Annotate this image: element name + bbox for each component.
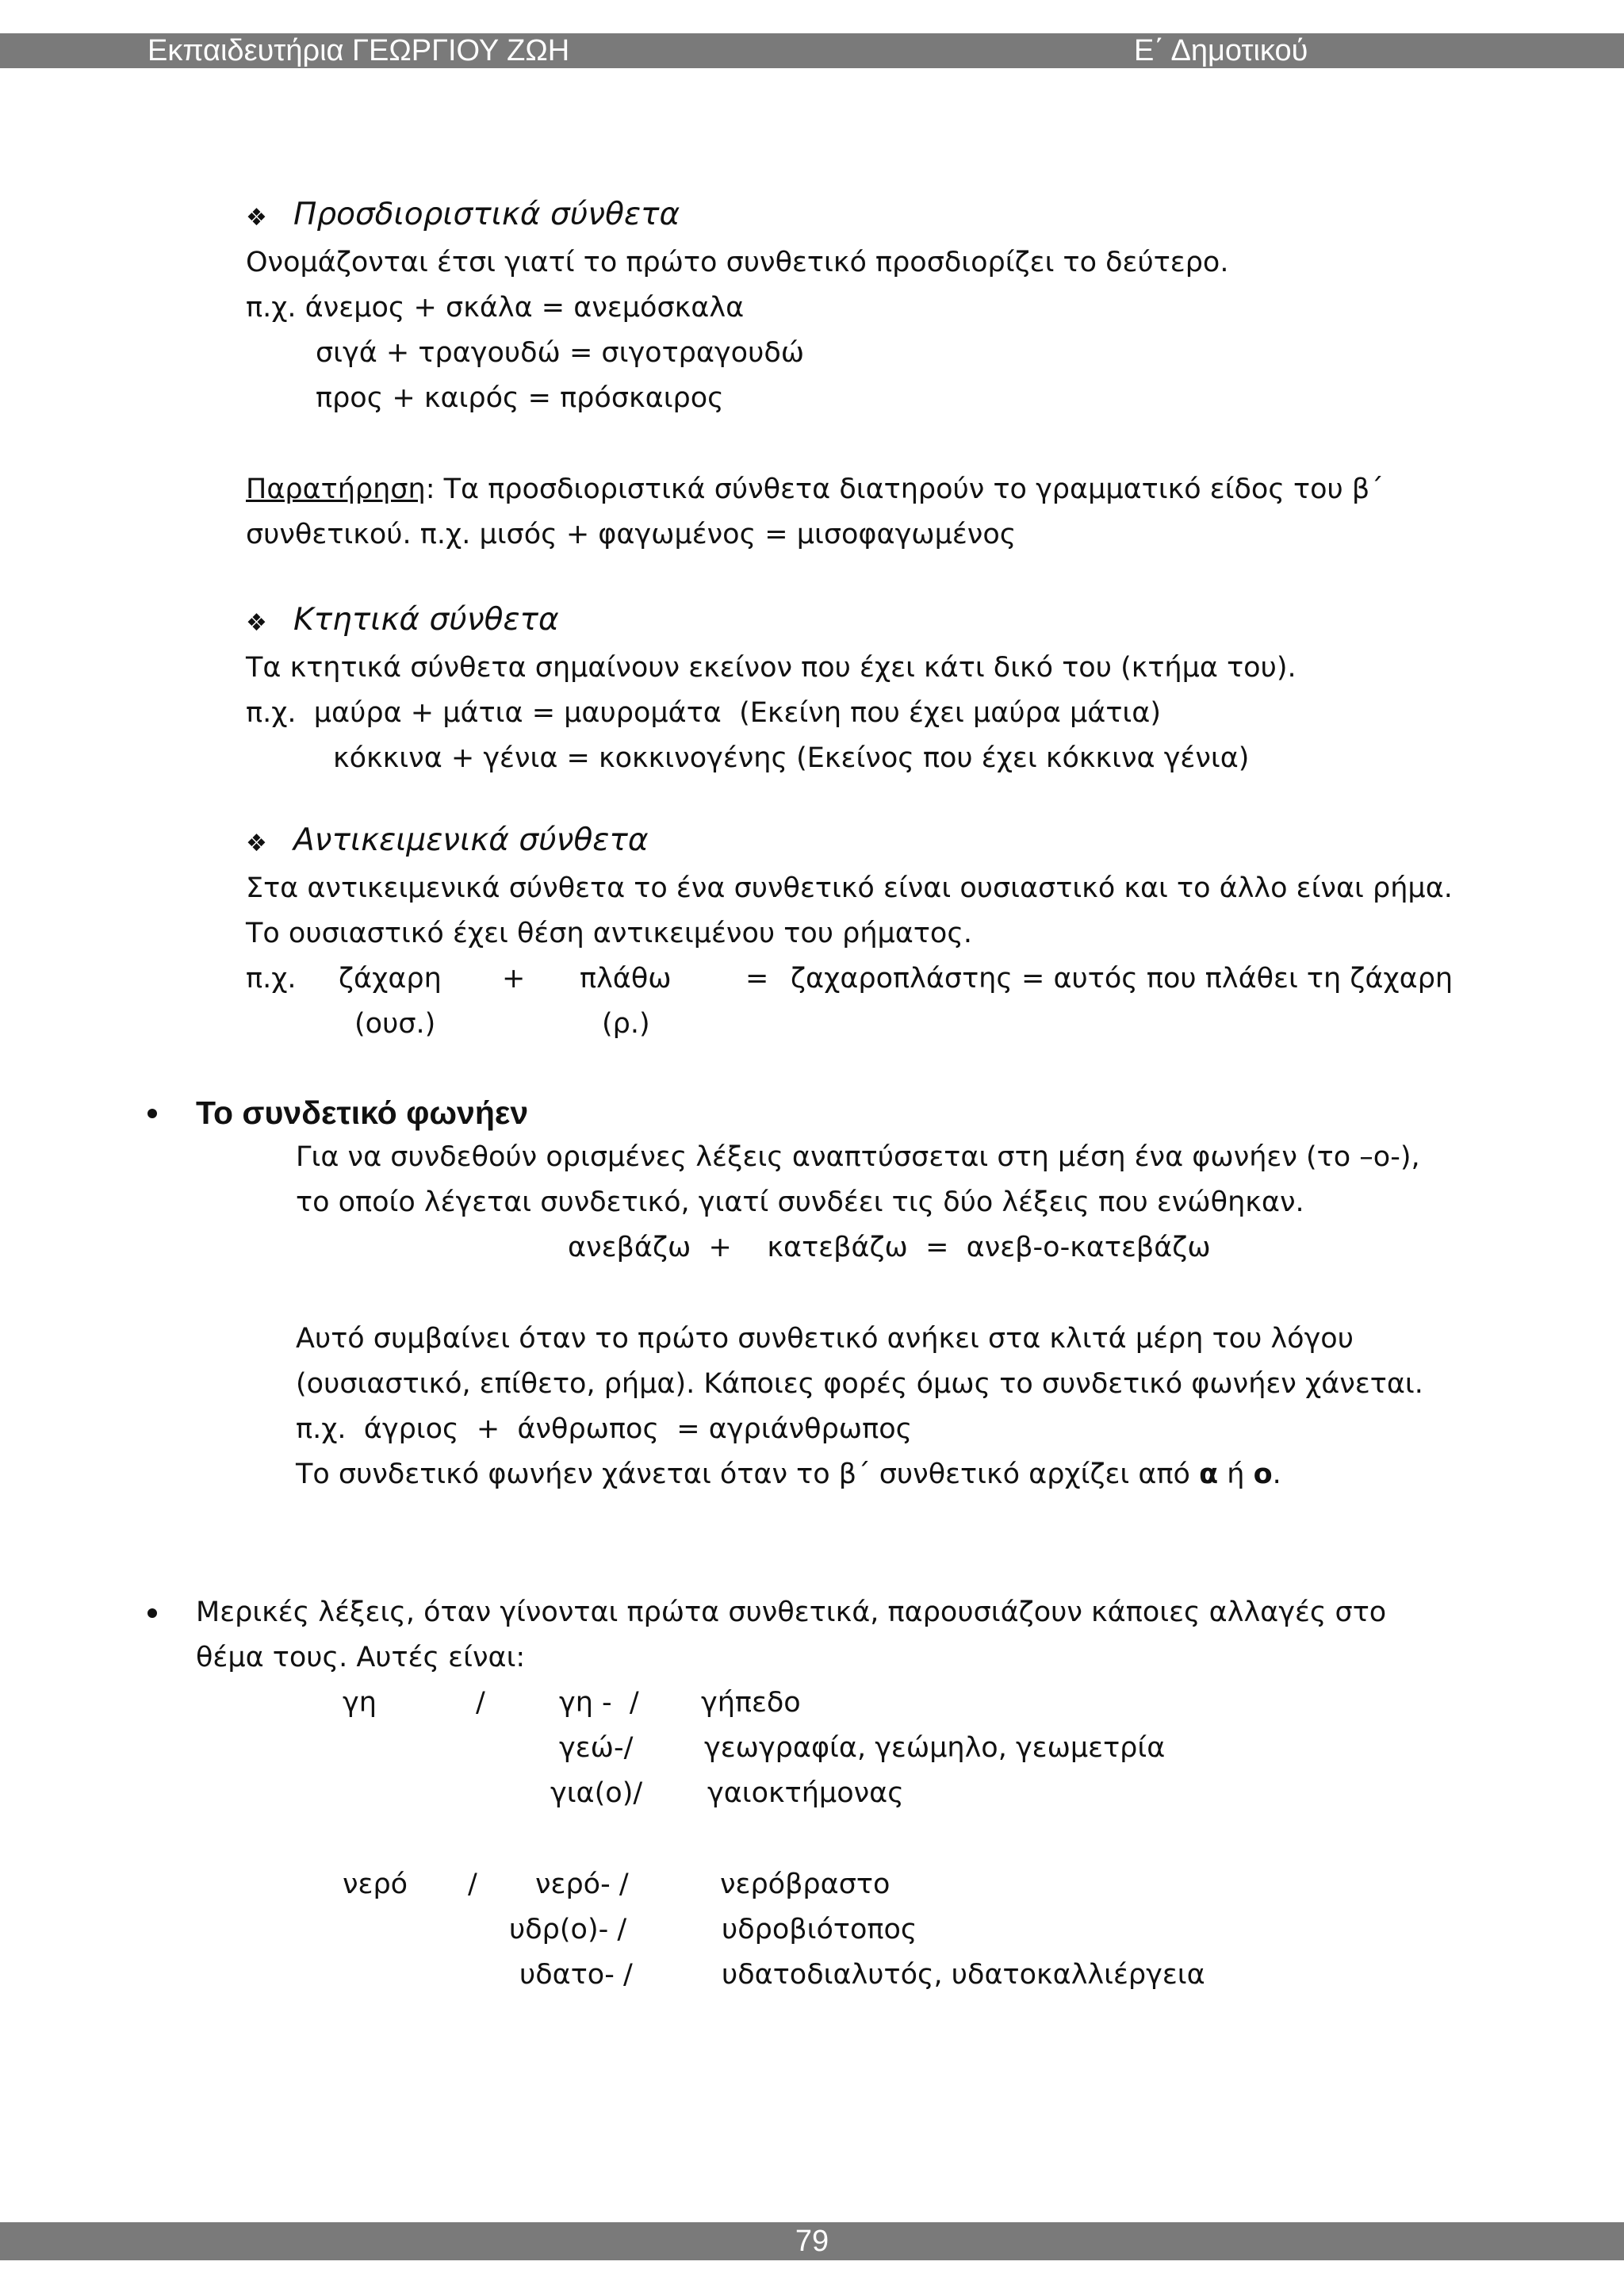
stem-examples: γαιοκτήμονας (707, 1777, 904, 1809)
example-line: σιγά + τραγουδώ = σιγοτραγουδώ (316, 337, 805, 369)
note-label: Παρατήρηση (246, 473, 426, 505)
equals-sign: = (745, 963, 769, 995)
header-bar (0, 33, 1624, 68)
definition-line: Ονομάζονται έτσι γιατί το πρώτο συνθετικό προσδιορίζει το δεύτερο. (246, 247, 1229, 278)
example-line: ανεβάζω + κατεβάζω = ανεβ-ο-κατεβάζω (568, 1232, 1211, 1263)
example-result: ζαχαροπλάστης = αυτός που πλάθει τη ζάχαρη (791, 963, 1454, 995)
part-of-speech-tag: (ουσ.) (354, 1008, 436, 1040)
stem-form: γη - / (559, 1687, 639, 1719)
section-title-syndetiko: Το συνδετικό φωνήεν (196, 1094, 529, 1131)
rule-text: ή (1218, 1458, 1254, 1490)
stem-examples: υδροβιότοπος (722, 1914, 917, 1945)
section-title-antikeimenika: Αντικειμενικά σύνθετα (293, 822, 649, 858)
stem-examples: υδατοδιαλυτός, υδατοκαλλιέργεια (722, 1959, 1205, 1991)
section-title-prosdioristika: Προσδιοριστικά σύνθετα (293, 197, 680, 232)
definition-line: Τα κτητικά σύνθετα σημαίνουν εκείνον που έχει κάτι δικό του (κτήμα του). (246, 652, 1297, 684)
slash-separator: / (468, 1869, 477, 1900)
body-line: (ουσιαστικό, επίθετο, ρήμα). Κάποιες φορές όμως το συνδετικό φωνήεν χάνεται. (296, 1368, 1423, 1400)
school-name: Εκπαιδευτήρια ΓΕΩΡΓΙΟΥ ΖΩΗ (147, 34, 570, 67)
body-line: το οποίο λέγεται συνδετικό, γιατί συνδέει τις δύο λέξεις που ενώθηκαν. (296, 1186, 1304, 1218)
plus-sign: + (502, 963, 526, 995)
part-of-speech-tag: (ρ.) (602, 1008, 650, 1040)
letter-a: α (1199, 1458, 1219, 1490)
bullet-dot-icon (147, 1109, 157, 1118)
bullet-dot-icon (147, 1608, 157, 1618)
diamond-bullet-icon: ❖ (246, 609, 267, 637)
diamond-bullet-icon: ❖ (246, 204, 267, 232)
example-line: π.χ. άγριος + άνθρωπος = αγριάνθρωπος (296, 1413, 913, 1445)
stem-examples: νερόβραστο (720, 1869, 891, 1900)
stem-form: γεώ-/ (559, 1732, 634, 1764)
example-word: ζάχαρη (339, 963, 442, 995)
definition-line: Το ουσιαστικό έχει θέση αντικειμένου του ρήματος. (246, 918, 972, 949)
body-line: Για να συνδεθούν ορισμένες λέξεις αναπτύσσεται στη μέση ένα φωνήεν (το –ο-), (296, 1141, 1420, 1173)
base-word: γη (343, 1687, 377, 1719)
rule-line (296, 1456, 1281, 1493)
rule-text: . (1272, 1458, 1281, 1490)
body-line: θέμα τους. Αυτές είναι: (196, 1642, 526, 1673)
example-line: π.χ. άνεμος + σκάλα = ανεμόσκαλα (246, 292, 745, 324)
example-prefix: π.χ. (246, 963, 297, 995)
slash-separator: / (476, 1687, 485, 1719)
letter-o: ο (1253, 1458, 1273, 1490)
body-line: Μερικές λέξεις, όταν γίνονται πρώτα συνθετικά, παρουσιάζουν κάποιες αλλαγές στο (196, 1596, 1387, 1628)
section-title-ktitika: Κτητικά σύνθετα (293, 602, 559, 638)
grade-label: Ε΄ Δημοτικού (1134, 34, 1308, 67)
diamond-bullet-icon: ❖ (246, 830, 267, 857)
definition-line: Στα αντικειμενικά σύνθετα το ένα συνθετικό είναι ουσιαστικό και το άλλο είναι ρήμα. (246, 872, 1453, 904)
example-word: πλάθω (580, 963, 672, 995)
stem-examples: γήπεδο (701, 1687, 801, 1719)
example-line: κόκκινα + γένια = κοκκινογένης (Εκείνος που έχει κόκκινα γένια) (333, 742, 1250, 774)
stem-form: υδατο- / (519, 1959, 633, 1991)
page-number: 79 (795, 2225, 829, 2258)
note-text: : Τα προσδιοριστικά σύνθετα διατηρούν το γραμματικό είδος του β΄ (425, 473, 1384, 505)
rule-text: Το συνδετικό φωνήεν χάνεται όταν το β΄ συνθετικό αρχίζει από (296, 1458, 1200, 1490)
stem-examples: γεωγραφία, γεώμηλο, γεωμετρία (704, 1732, 1166, 1764)
footer-bar (0, 2222, 1624, 2260)
stem-form: νερό- / (535, 1869, 629, 1900)
note-line-2: συνθετικού. π.χ. μισός + φαγωμένος = μισοφαγωμένος (246, 519, 1017, 550)
base-word: νερό (343, 1869, 408, 1900)
example-line: προς + καιρός = πρόσκαιρος (316, 382, 724, 414)
example-line: π.χ. μαύρα + μάτια = μαυρομάτα (Εκείνη που έχει μαύρα μάτια) (246, 697, 1161, 729)
stem-form: για(ο)/ (550, 1777, 643, 1809)
stem-form: υδρ(ο)- / (509, 1914, 627, 1945)
body-line: Αυτό συμβαίνει όταν το πρώτο συνθετικό ανήκει στα κλιτά μέρη του λόγου (296, 1323, 1354, 1355)
note-line (246, 471, 1384, 508)
